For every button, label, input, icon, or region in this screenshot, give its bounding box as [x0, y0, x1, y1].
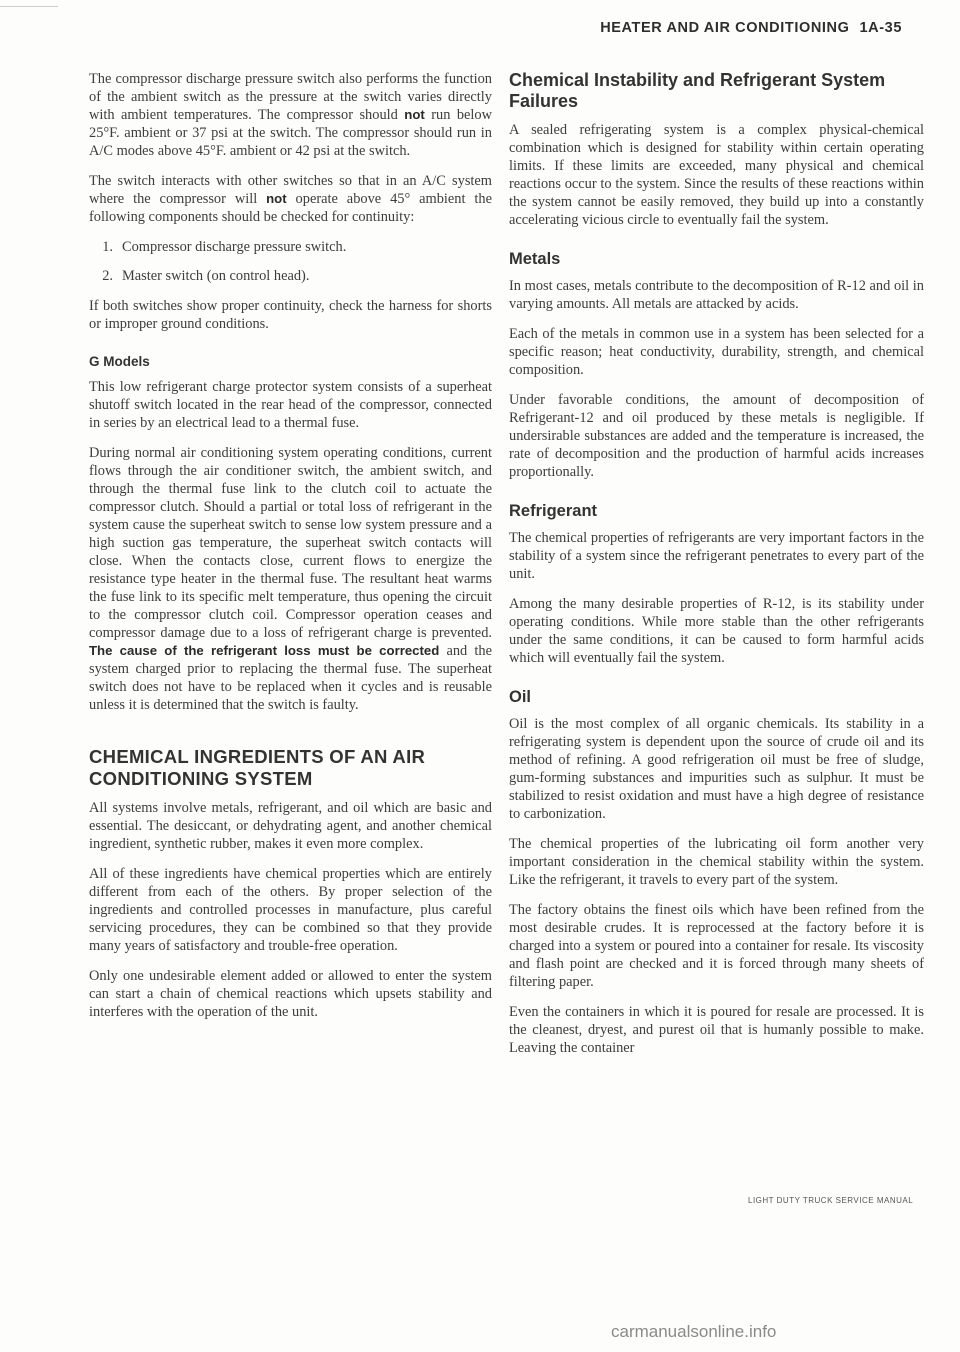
heading-refrigerant: Refrigerant — [509, 502, 598, 520]
paragraph-factory-oils: The factory obtains the finest oils which have been refined from the most desirable crudes. It is reprocessed at the factory before it is charged into a system or poured into a container for resale. Its viscosity and flash point are checked and it is forced through many sheets of filtering paper. — [509, 902, 924, 990]
paragraph-metals-selected: Each of the metals in common use in a system has been selected for a specific reason; heat conductivity, durability, strength, and chemical composition. — [509, 326, 924, 378]
heading-chemical-instability: Chemical Instability and Refrigerant System Failures — [509, 70, 886, 111]
header-title: HEATER AND AIR CONDITIONING — [600, 20, 850, 36]
paragraph-favorable-conditions: Under favorable conditions, the amount of decomposition of Refrigerant-12 and oil produced by these metals is negligible. If undersirable substances are added and the temperature is increased, the rate of decomposition and the production of harmful acids increases proportionally. — [509, 392, 924, 480]
paragraph-undesirable-element: Only one undesirable element added or allowed to enter the system can start a chain of chemical reactions which upsets stability and interferes with the operation of the unit. — [89, 968, 492, 1020]
paragraph-protector-system: This low refrigerant charge protector system consists of a superheat shutoff switch located in the rear head of the compressor, connected in series by an electrical lead to a thermal fuse. — [89, 379, 492, 431]
paragraph-oil-properties: The chemical properties of the lubricating oil form another very important consideration in the chemical stability within the system. Like the refrigerant, it travels to every part of the system. — [509, 836, 924, 888]
paragraph-harness-check: If both switches show proper continuity, check the harness for shorts or improper ground conditions. — [89, 298, 492, 332]
paragraph-ingredients-properties: All of these ingredients have chemical properties which are entirely different from each of the others. By proper selection of the ingredients and controlled processes in manufacture, plus careful servicing procedures, they can be combined so that they provide many years of satisfactory and trouble-free operation. — [89, 866, 492, 954]
continuity-check-list — [89, 238, 492, 285]
list-item: 2. Master switch (on control head). — [102, 268, 310, 284]
paragraph-r12-stability: Among the many desirable properties of R-12, is its stability under operating conditions. While more stable than the other refrigerants under the same conditions, it can be caused to form harmful acids which will eventually fail the system. — [509, 596, 924, 666]
paragraph-containers: Even the containers in which it is poured for resale are processed. It is the cleanest, dryest, and purest oil that is humanly possible to make. Leaving the container — [509, 1004, 924, 1056]
paragraph-oil-complex: Oil is the most complex of all organic chemicals. Its stability in a refrigerating system is dependent upon the source of crude oil and its method of refining. A good refrigeration oil must be free of sludge, gum-forming substances and impurities such as sulphur. It must be stabilized to resist oxidation and must have a high degree of resistance to carbonization. — [509, 716, 924, 822]
page-number: 1A-35 — [859, 20, 902, 36]
paragraph-metals-decomposition: In most cases, metals contribute to the decomposition of R-12 and oil in varying amounts. All metals are attacked by acids. — [509, 278, 924, 312]
footer-manual-title: LIGHT DUTY TRUCK SERVICE MANUAL — [748, 1196, 914, 1205]
paragraph-normal-operation: During normal air conditioning system operating conditions, current flows through the air conditioner switch, the ambient switch, and through the thermal fuse link to the clutch coil to actuate the compressor clutch. Should a partial or total loss of refrigerant in the system cause the superheat switch to sense low system pressure and a high suction gas temperature, the superheat switch contacts will close. When the contacts close, current flows to energize the resistance type heater in the thermal fuse. The resultant heat warms the fuse link to its specific melt temperature, thus opening the circuit to the compressor clutch coil. Compressor operation ceases and compressor damage due to a loss of refrigerant charge is prevented. The cause of the refrigerant loss must be corrected and the system charged prior to replacing the thermal fuse. The superheat switch does not have to be replaced when it cycles and is reusable unless it is determined that the switch is faulty. — [89, 445, 492, 713]
top-rule — [0, 6, 58, 7]
heading-oil: Oil — [509, 688, 532, 706]
heading-g-models: G Models — [89, 354, 150, 369]
watermark: carmanualsonline.info — [611, 1322, 777, 1341]
heading-chemical-ingredients: CHEMICAL INGREDIENTS OF AN AIR CONDITIONING SYSTEM — [89, 746, 426, 789]
page-header — [600, 20, 902, 36]
paragraph-discharge-switch: The compressor discharge pressure switch also performs the function of the ambient switch as the pressure at the switch varies directly with ambient temperatures. The compressor should not run below 25°F. ambient or 37 psi at the switch. The compressor should run in A/C modes above 45°F. ambient or 42 psi at the switch. — [89, 71, 492, 159]
left-column — [89, 70, 492, 1033]
paragraph-switch-interacts: The switch interacts with other switches so that in an A/C system where the compressor will not operate above 45° ambient the following components should be checked for continuity: — [89, 173, 492, 225]
right-column — [509, 70, 924, 1069]
list-item: 1. Compressor discharge pressure switch. — [102, 239, 347, 255]
paragraph-refrigerant-properties: The chemical properties of refrigerants are very important factors in the stability of a system since the refrigerant penetrates to every part of the unit. — [509, 530, 924, 582]
heading-metals: Metals — [509, 250, 561, 268]
paragraph-systems-involve: All systems involve metals, refrigerant, and oil which are basic and essential. The desiccant, or dehydrating agent, and another chemical ingredient, synthetic rubber, makes it even more complex. — [89, 800, 492, 852]
paragraph-sealed-system: A sealed refrigerating system is a complex physical-chemical combination which is designed for stability within certain operating limits. If these limits are exceeded, many physical and chemical reactions occur to the system. Since the results of these reactions within the system cannot be easily removed, they build up into a constantly accelerating vicious circle to eventually fail the system. — [509, 122, 924, 228]
